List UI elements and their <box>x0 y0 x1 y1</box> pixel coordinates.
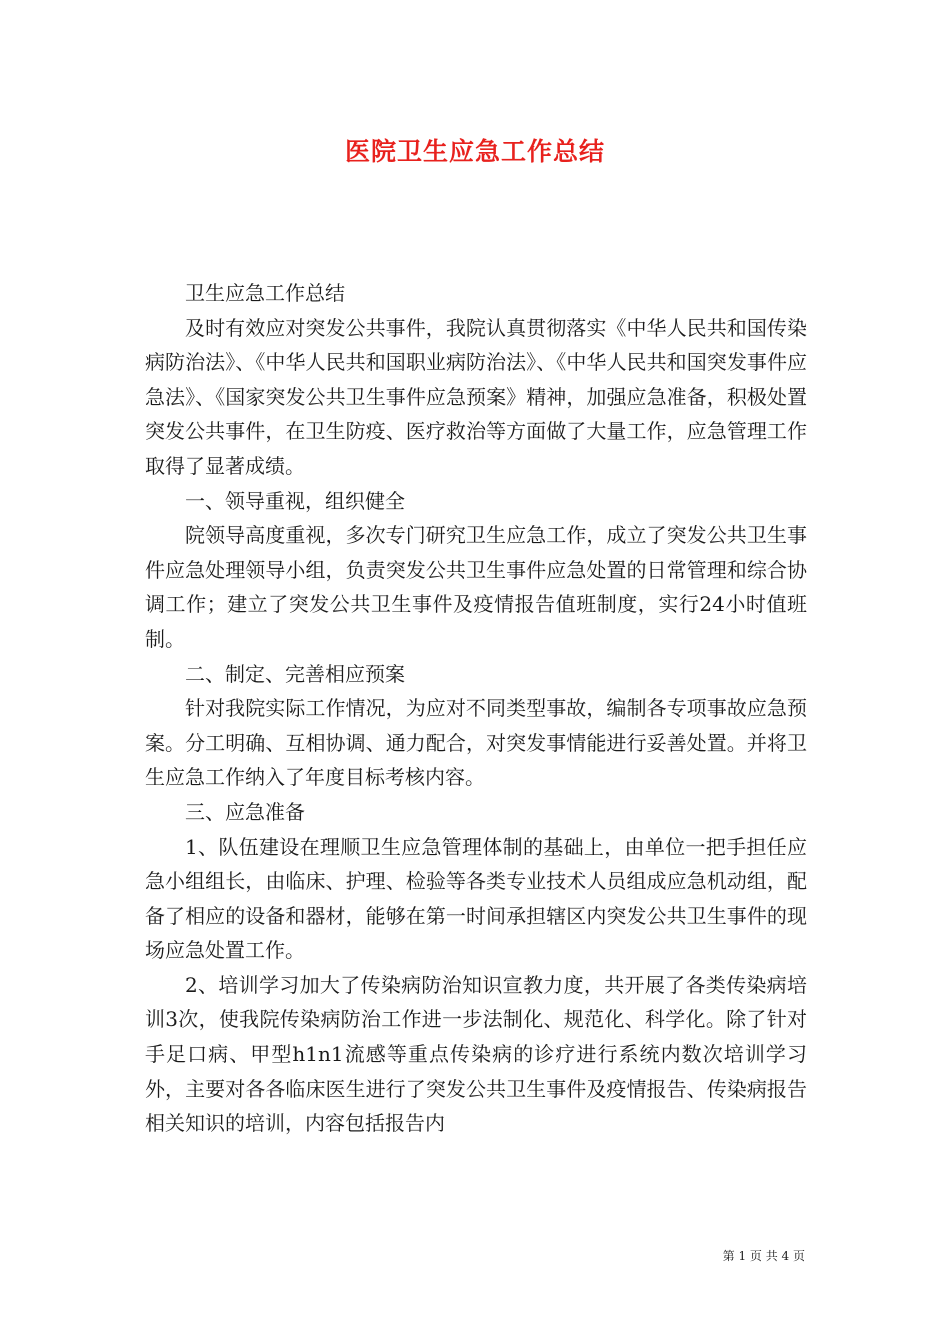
page-number-footer: 第 1 页 共 4 页 <box>722 1249 805 1263</box>
section-heading-3: 三、应急准备 <box>185 799 305 824</box>
paragraph-intro: 及时有效应对突发公共事件，我院认真贯彻落实《中华人民共和国传染病防治法》、《中华人民共和国职业病防治法》、《中华人民共和国突发事件应急法》、《国家突发公共卫生事件应急预案》精神，加强应急准备，积极处置突发公共事件，在卫生防疫、医疗救治等方面做了大量工作，应急管理工作取得了显著成绩。 <box>145 315 807 478</box>
paragraph-section-1: 院领导高度重视，多次专门研究卫生应急工作，成立了突发公共卫生事件应急处理领导小组，负责突发公共卫生事件应急处置的日常管理和综合协调工作；建立了突发公共卫生事件及疫情报告值班制度，实行24小时值班制。 <box>145 523 807 651</box>
section-heading-2: 二、制定、完善相应预案 <box>185 661 405 686</box>
paragraph-heading: 卫生应急工作总结 <box>185 281 345 305</box>
section-heading-1: 一、领导重视，组织健全 <box>185 488 405 513</box>
document-body <box>145 276 807 1141</box>
paragraph-team-building: 1、队伍建设在理顺卫生应急管理体制的基础上，由单位一把手担任应急小组组长，由临床、护理、检验等各类专业技术人员组成应急机动组，配备了相应的设备和器材，能够在第一时间承担辖区内突发公共卫生事件的现场应急处置工作。 <box>145 834 807 963</box>
paragraph-section-2: 针对我院实际工作情况，为应对不同类型事故，编制各专项事故应急预案。分工明确、互相协调、通力配合，对突发事情能进行妥善处置。并将卫生应急工作纳入了年度目标考核内容。 <box>145 696 807 790</box>
paragraph-training: 2、培训学习加大了传染病防治知识宣教力度，共开展了各类传染病培训3次，使我院传染病防治工作进一步法制化、规范化、科学化。除了针对手足口病、甲型h1n1流感等重点传染病的诊疗进行系统内数次培训学习外，主要对各各临床医生进行了突发公共卫生事件及疫情报告、传染病报告相关知识的培训，内容包括报告内 <box>145 972 807 1136</box>
document-title: 医院卫生应急工作总结 <box>344 137 605 166</box>
